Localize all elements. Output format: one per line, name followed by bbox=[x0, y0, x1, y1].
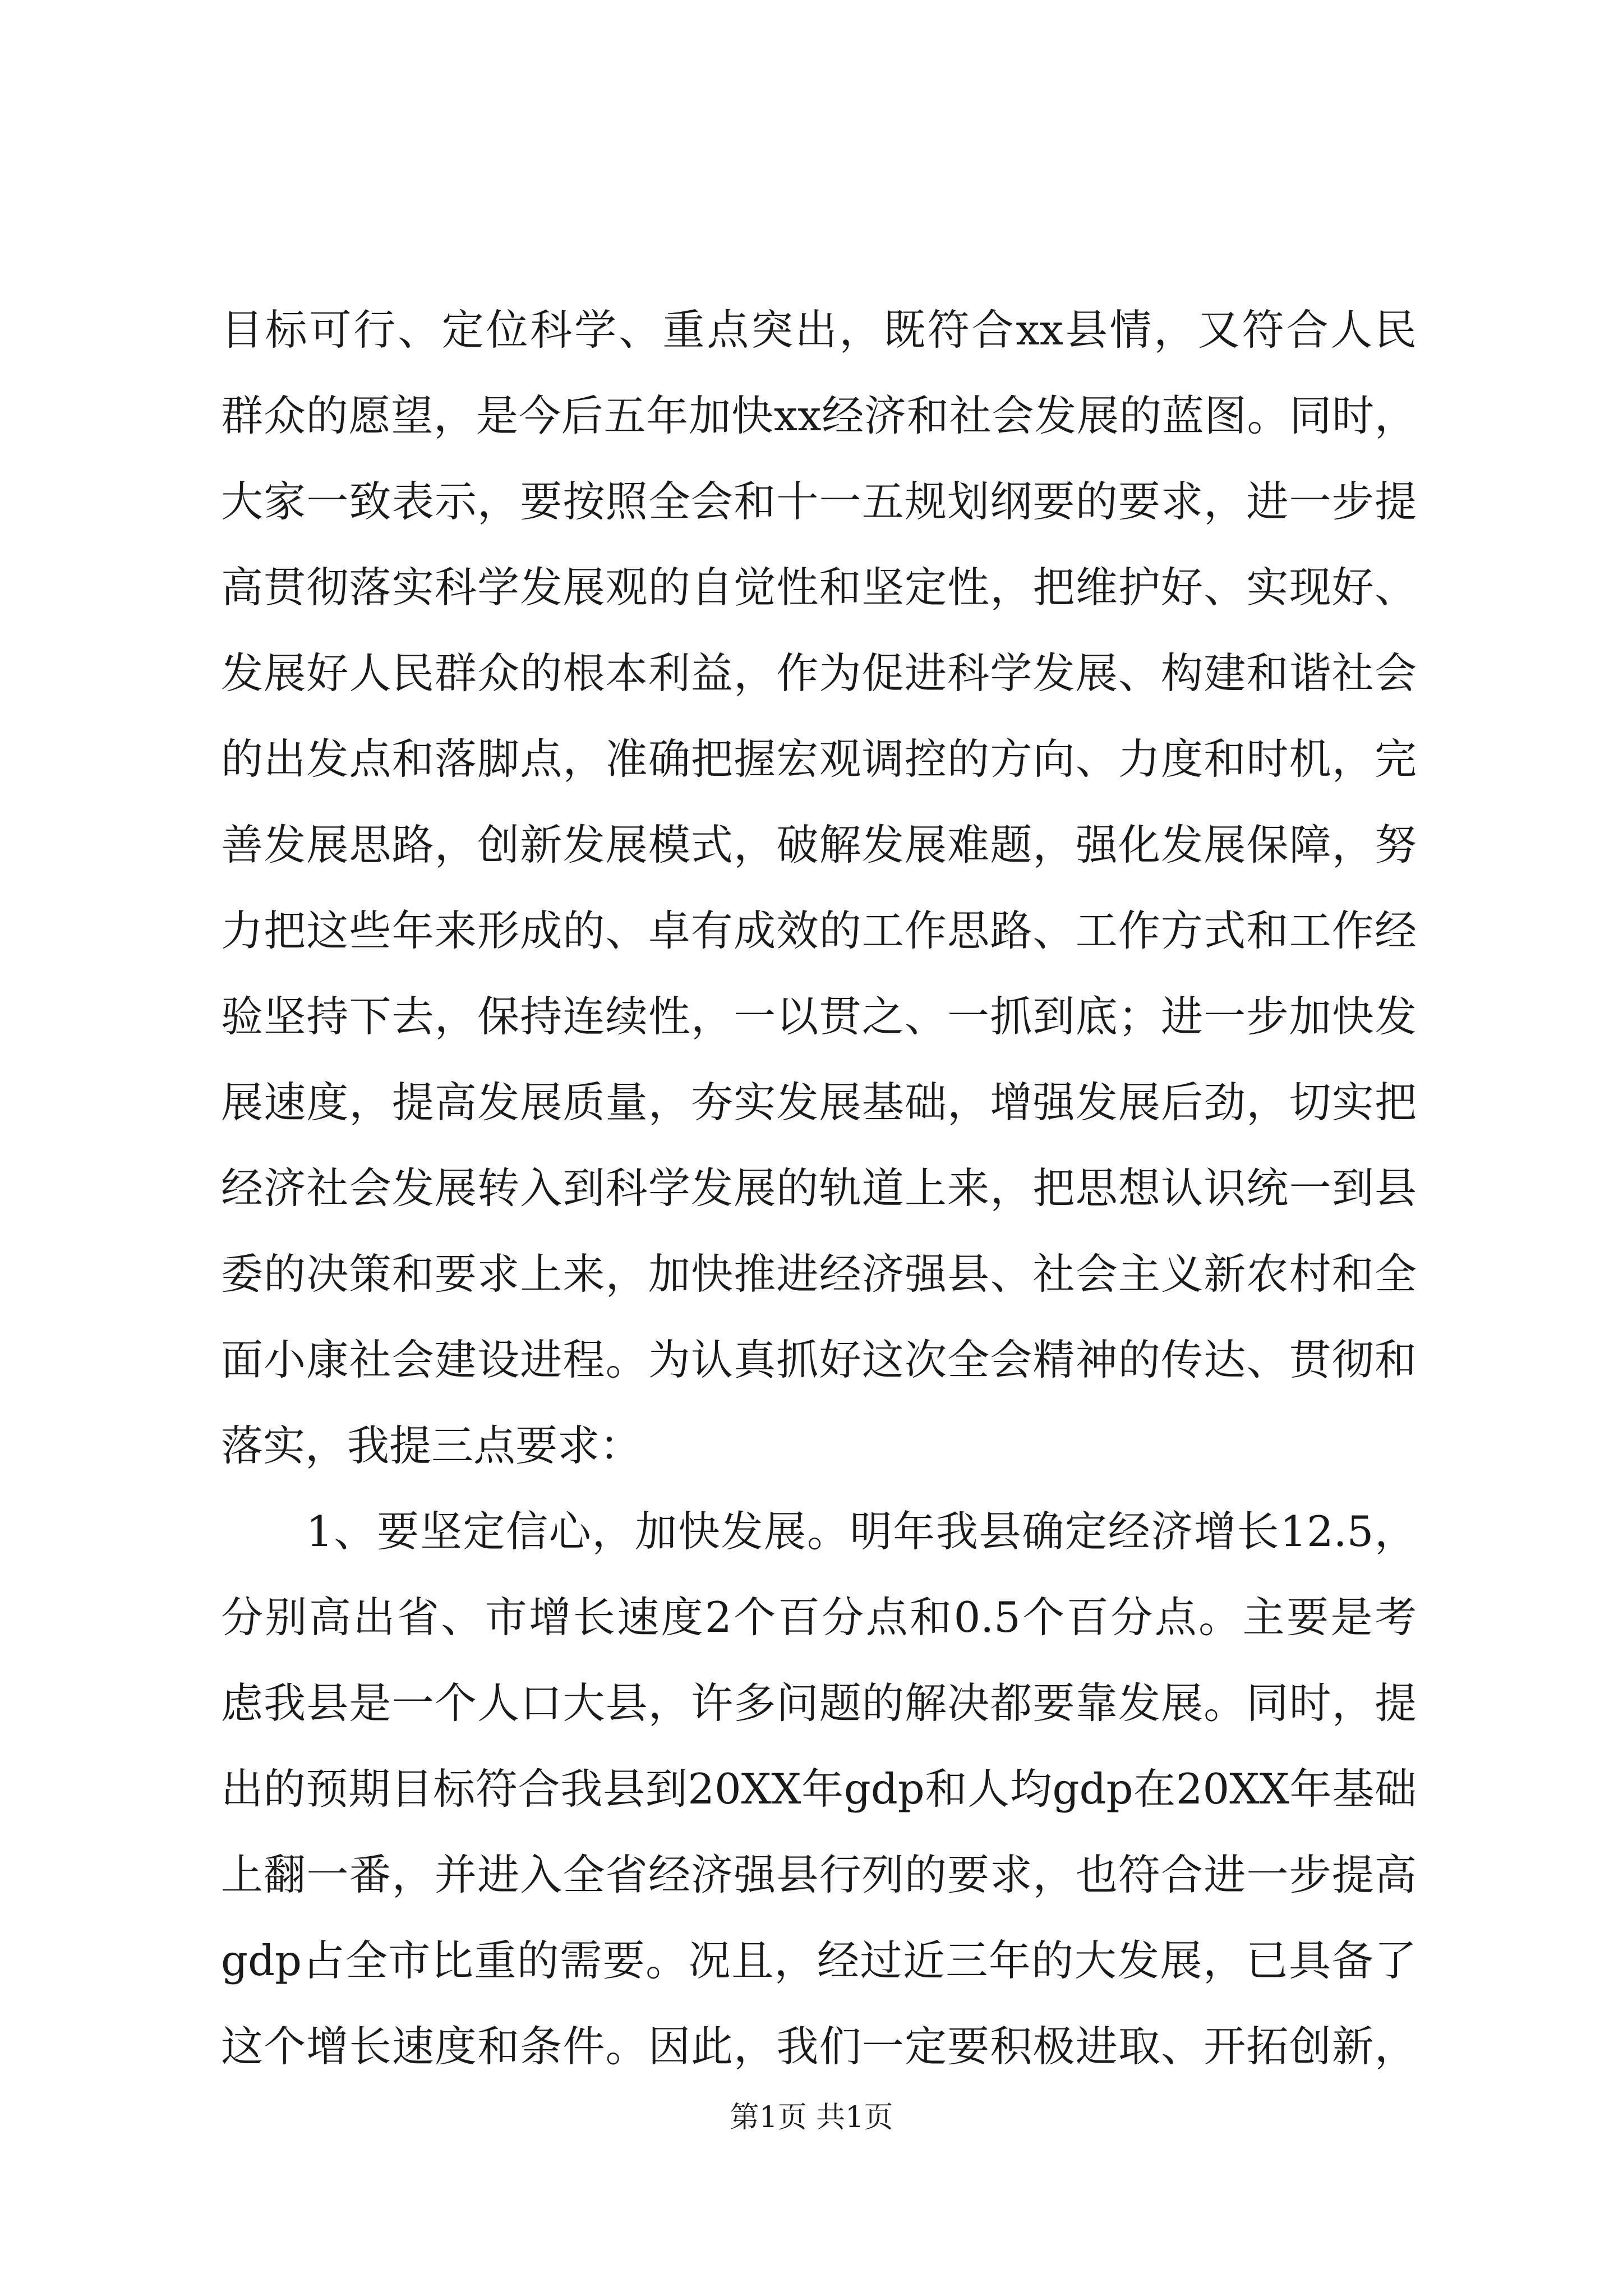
text-line: 验坚持下去，保持连续性，一以贯之、一抓到底；进一步加快发 bbox=[221, 992, 1417, 1041]
text-line: 大家一致表示，要按照全会和十一五规划纲要的要求，进一步提 bbox=[221, 477, 1417, 526]
text-line: 分别高出省、市增长速度2个百分点和0.5个百分点。主要是考 bbox=[221, 1593, 1417, 1642]
text-line: 落实，我提三点要求： bbox=[221, 1421, 642, 1470]
text-line: gdp占全市比重的需要。况且，经过近三年的大发展，已具备了 bbox=[221, 1936, 1417, 1985]
text-line: 展速度，提高发展质量，夯实发展基础，增强发展后劲，切实把 bbox=[221, 1078, 1417, 1127]
text-line: 高贯彻落实科学发展观的自觉性和坚定性，把维护好、实现好、 bbox=[221, 563, 1417, 612]
text-line: 群众的愿望，是今后五年加快xx经济和社会发展的蓝图。同时， bbox=[221, 391, 1417, 440]
text-line: 1、要坚定信心，加快发展。明年我县确定经济增长12.5， bbox=[306, 1507, 1417, 1556]
text-line: 善发展思路，创新发展模式，破解发展难题，强化发展保障，努 bbox=[221, 820, 1417, 869]
text-line: 目标可行、定位科学、重点突出，既符合xx县情，又符合人民 bbox=[221, 305, 1417, 355]
text-line: 经济社会发展转入到科学发展的轨道上来，把思想认识统一到县 bbox=[221, 1163, 1417, 1213]
text-line: 力把这些年来形成的、卓有成效的工作思路、工作方式和工作经 bbox=[221, 906, 1417, 955]
text-line: 的出发点和落脚点，准确把握宏观调控的方向、力度和时机，完 bbox=[221, 734, 1417, 784]
text-line: 发展好人民群众的根本利益，作为促进科学发展、构建和谐社会 bbox=[221, 648, 1417, 698]
page-footer: 第1页 共1页 bbox=[730, 2101, 893, 2134]
text-line: 面小康社会建设进程。为认真抓好这次全会精神的传达、贯彻和 bbox=[221, 1335, 1417, 1384]
text-line: 上翻一番，并进入全省经济强县行列的要求，也符合进一步提高 bbox=[221, 1850, 1417, 1899]
body-text bbox=[221, 287, 1417, 2090]
text-line: 虑我县是一个人口大县，许多问题的解决都要靠发展。同时，提 bbox=[221, 1678, 1417, 1728]
text-line: 委的决策和要求上来，加快推进经济强县、社会主义新农村和全 bbox=[221, 1249, 1417, 1299]
text-line: 出的预期目标符合我县到20XX年gdp和人均gdp在20XX年基础 bbox=[221, 1764, 1417, 1814]
text-line: 这个增长速度和条件。因此，我们一定要积极进取、开拓创新， bbox=[221, 2022, 1417, 2071]
